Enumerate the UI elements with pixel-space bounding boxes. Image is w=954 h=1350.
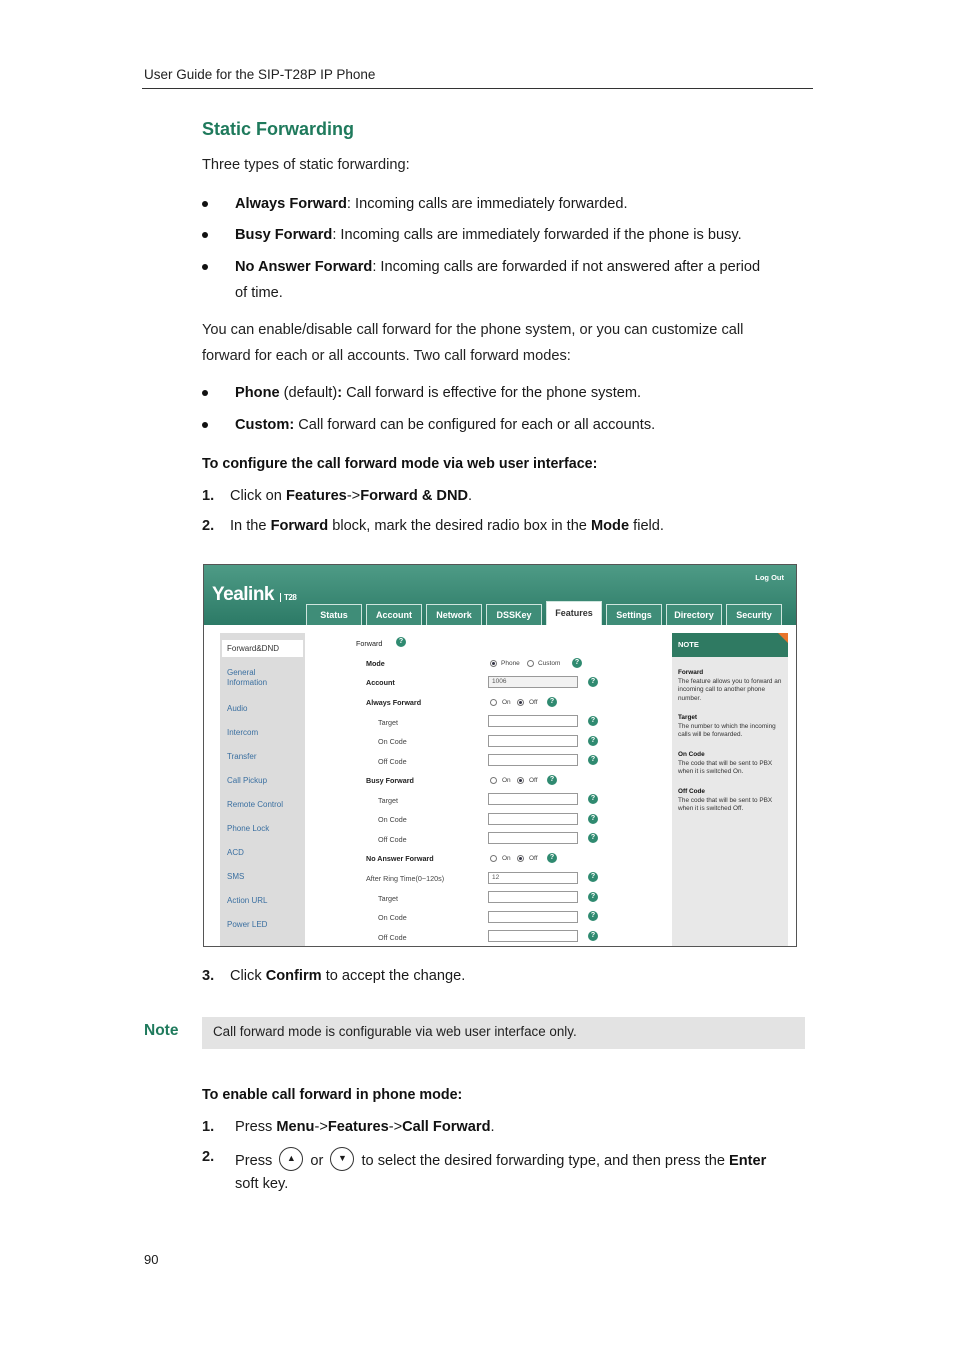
tab-directory[interactable]: Directory [666, 604, 722, 625]
bullet [202, 201, 208, 207]
help-icon[interactable]: ? [588, 814, 598, 824]
step-number: 2. [202, 1149, 215, 1165]
account-select[interactable]: 1006 [488, 676, 578, 688]
running-header: User Guide for the SIP-T28P IP Phone [144, 67, 376, 82]
sidebar-item-phone-lock[interactable]: Phone Lock [227, 824, 270, 833]
noanswer-off-code-input[interactable] [488, 930, 578, 942]
off-label: Off [529, 777, 538, 784]
intro-text: Three types of static forwarding: [202, 157, 410, 173]
step-text: In the Forward block, mark the desired radio box in the Mode field. [230, 518, 664, 534]
mode-phone-label: Phone [501, 660, 520, 667]
note-label: Note [144, 1022, 179, 1039]
help-icon[interactable]: ? [588, 677, 598, 687]
step-text: Click Confirm to accept the change. [230, 968, 466, 984]
on-label: On [502, 777, 511, 784]
note-off-code: Off Code The code that will be sent to PBX when it is switched Off. [678, 788, 773, 812]
list-item: Always Forward: Incoming calls are immediately forwarded. [235, 196, 628, 212]
note-panel [672, 633, 788, 946]
help-icon[interactable]: ? [547, 775, 557, 785]
account-label: Account [366, 678, 395, 687]
help-icon[interactable]: ? [588, 755, 598, 765]
step-text: Press ▲ or ▼ to select the desired forwarding type, and then press the Enter [235, 1149, 766, 1173]
always-forward-on-radio[interactable] [490, 699, 497, 706]
list-item-continuation: of time. [235, 285, 283, 301]
busy-forward-on-radio[interactable] [490, 777, 497, 784]
busy-target-input[interactable] [488, 793, 578, 805]
tab-security[interactable]: Security [726, 604, 782, 625]
sidebar-item-intercom[interactable]: Intercom [227, 728, 259, 737]
list-item: Custom: Call forward can be configured for each or all accounts. [235, 417, 656, 433]
step-text: Press Menu->Features->Call Forward. [235, 1119, 495, 1135]
sidebar-item-power-led[interactable]: Power LED [227, 920, 268, 929]
down-key-icon: ▼ [330, 1147, 354, 1171]
off-code-label: Off Code [378, 835, 407, 844]
after-ring-select[interactable]: 12 [488, 872, 578, 884]
paragraph-line: forward for each or all accounts. Two call forward modes: [202, 348, 571, 364]
help-icon[interactable]: ? [588, 833, 598, 843]
sidebar-item-general-information[interactable]: General Information [227, 668, 268, 687]
procedure-heading: To configure the call forward mode via web user interface: [202, 456, 598, 472]
sidebar-item-transfer[interactable]: Transfer [227, 752, 257, 761]
mode-label: Mode [366, 659, 385, 668]
step-number: 1. [202, 1119, 215, 1135]
always-forward-off-radio[interactable] [517, 699, 524, 706]
web-ui-screenshot [203, 564, 797, 947]
always-off-code-input[interactable] [488, 754, 578, 766]
tab-features[interactable]: Features [546, 601, 602, 625]
help-icon[interactable]: ? [588, 872, 598, 882]
tab-settings[interactable]: Settings [606, 604, 662, 625]
no-answer-forward-label: No Answer Forward [366, 854, 434, 863]
paragraph-line: You can enable/disable call forward for the phone system, or you can customize call [202, 322, 744, 338]
list-item: Phone (default): Call forward is effective for the phone system. [235, 385, 642, 401]
off-code-label: Off Code [378, 933, 407, 942]
list-item: No Answer Forward: Incoming calls are forwarded if not answered after a period [235, 259, 761, 275]
header-rule [142, 88, 813, 89]
bullet [202, 422, 208, 428]
up-key-icon: ▲ [279, 1147, 303, 1171]
noanswer-on-code-input[interactable] [488, 911, 578, 923]
help-icon[interactable]: ? [396, 637, 406, 647]
note-on-code: On Code The code that will be sent to PBX when it is switched On. [678, 751, 773, 775]
always-target-input[interactable] [488, 715, 578, 727]
help-icon[interactable]: ? [588, 931, 598, 941]
bullet [202, 264, 208, 270]
always-on-code-input[interactable] [488, 735, 578, 747]
help-icon[interactable]: ? [588, 716, 598, 726]
note-target: Target The number to which the incoming calls will be forwarded. [678, 714, 776, 738]
step-text: Click on Features->Forward & DND. [230, 488, 473, 504]
sidebar-item-acd[interactable]: ACD [227, 848, 244, 857]
target-label: Target [378, 796, 398, 805]
busy-forward-off-radio[interactable] [517, 777, 524, 784]
busy-forward-label: Busy Forward [366, 776, 414, 785]
help-icon[interactable]: ? [547, 853, 557, 863]
always-forward-label: Always Forward [366, 698, 422, 707]
off-label: Off [529, 699, 538, 706]
tab-dsskey[interactable]: DSSKey [486, 604, 542, 625]
logout-link[interactable]: Log Out [755, 573, 784, 582]
bullet [202, 390, 208, 396]
on-code-label: On Code [378, 913, 407, 922]
sidebar-item-action-url[interactable]: Action URL [227, 896, 268, 905]
target-label: Target [378, 718, 398, 727]
on-code-label: On Code [378, 815, 407, 824]
yealink-logo: Yealink T28 [212, 584, 297, 605]
off-label: Off [529, 855, 538, 862]
tab-network[interactable]: Network [426, 604, 482, 625]
page-number: 90 [144, 1252, 159, 1267]
busy-on-code-input[interactable] [488, 813, 578, 825]
step-number: 2. [202, 518, 215, 534]
step-number: 3. [202, 968, 215, 984]
sidebar-item-audio[interactable]: Audio [227, 704, 248, 713]
tab-status[interactable]: Status [306, 604, 362, 625]
note-text: Call forward mode is configurable via web user interface only. [213, 1024, 577, 1039]
sidebar-item-call-pickup[interactable]: Call Pickup [227, 776, 268, 785]
mode-custom-radio[interactable] [527, 660, 534, 667]
note-corner-icon [778, 633, 788, 643]
help-icon[interactable]: ? [588, 892, 598, 902]
features-sidebar [220, 633, 305, 946]
help-icon[interactable]: ? [588, 911, 598, 921]
list-item: Busy Forward: Incoming calls are immediately forwarded if the phone is busy. [235, 227, 742, 243]
help-icon[interactable]: ? [588, 794, 598, 804]
noanswer-target-input[interactable] [488, 891, 578, 903]
note-forward: Forward The feature allows you to forward an incoming call to another phone number. [678, 669, 782, 702]
tab-account[interactable]: Account [366, 604, 422, 625]
on-label: On [502, 699, 511, 706]
mode-phone-radio[interactable] [490, 660, 497, 667]
forward-block-title: Forward [356, 639, 383, 648]
step-text-continuation: soft key. [235, 1176, 289, 1192]
after-ring-label: After Ring Time(0~120s) [366, 874, 445, 883]
sidebar-item-sms[interactable]: SMS [227, 872, 245, 881]
help-icon[interactable]: ? [572, 658, 582, 668]
on-label: On [502, 855, 511, 862]
mode-custom-label: Custom [538, 660, 561, 667]
on-code-label: On Code [378, 737, 407, 746]
help-icon[interactable]: ? [547, 697, 557, 707]
step-number: 1. [202, 488, 215, 504]
off-code-label: Off Code [378, 757, 407, 766]
procedure-heading: To enable call forward in phone mode: [202, 1087, 463, 1103]
no-answer-on-radio[interactable] [490, 855, 497, 862]
help-icon[interactable]: ? [588, 736, 598, 746]
no-answer-off-radio[interactable] [517, 855, 524, 862]
bullet [202, 232, 208, 238]
target-label: Target [378, 894, 398, 903]
sidebar-item-remote-control[interactable]: Remote Control [227, 800, 284, 809]
note-panel-title: NOTE [672, 633, 788, 657]
section-title: Static Forwarding [202, 119, 355, 139]
sidebar-item-forward-dnd[interactable]: Forward&DND [222, 640, 303, 657]
note-box [202, 1017, 805, 1049]
busy-off-code-input[interactable] [488, 832, 578, 844]
